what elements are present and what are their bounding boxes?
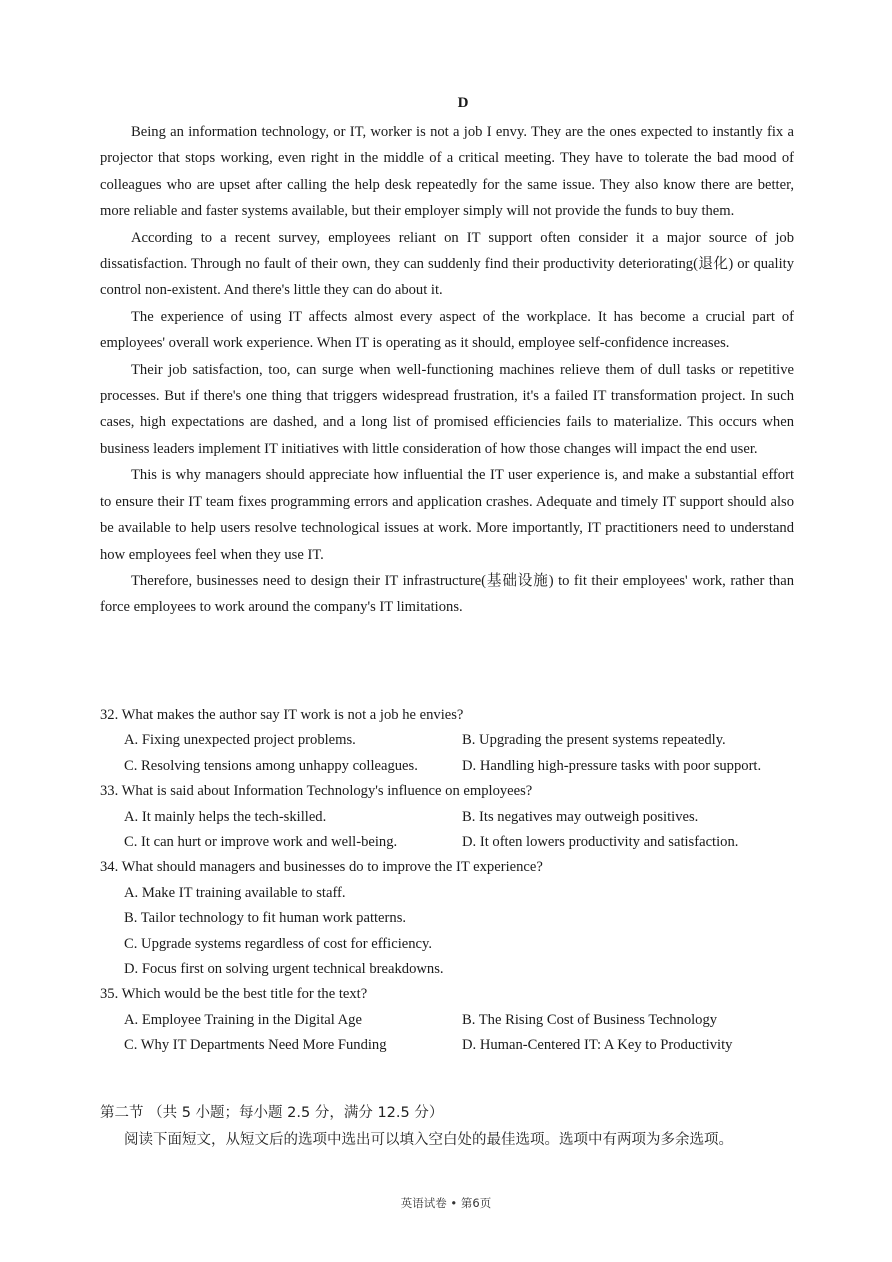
passage-section-letter: D (457, 95, 469, 111)
question-list (100, 703, 800, 1059)
section-two (100, 1100, 820, 1154)
option-a: A. It mainly helps the tech-skilled. (124, 808, 327, 825)
passage-paragraph: Their job satisfaction, too, can surge when well-functioning machines relieve them of dull tasks or repetitive processes. But if there's one thing that triggers widespread frustration, it's a failed IT transformation project. In such cases, high expectations are dashed, and a long list of promised efficiencies fails to materialize. This occurs when business leaders implement IT initiatives with little consideration of how those changes will impact the end user. (100, 361, 794, 457)
option-d: D. Human-Centered IT: A Key to Productivity (462, 1037, 733, 1054)
question-stem: 33. What is said about Information Technology's influence on employees? (100, 783, 533, 800)
question-stem: 35. Which would be the best title for the text? (100, 986, 368, 1003)
passage-paragraph: Therefore, businesses need to design their IT infrastructure(基础设施) to fit their employees' work, rather than force employees to work around the company's IT limitations. (100, 572, 794, 616)
option-b: B. Upgrading the present systems repeatedly. (462, 732, 726, 749)
passage-paragraph: This is why managers should appreciate how influential the IT user experience is, and make a substantial effort to ensure their IT team fixes programming errors and application crashes. Adequate and timely IT support should also be available to help users resolve technological issues at work. More importantly, IT practitioners need to understand how employees feel when they use IT. (100, 467, 794, 563)
option-c: C. Upgrade systems regardless of cost for efficiency. (124, 935, 432, 952)
question-stem: 32. What makes the author say IT work is not a job he envies? (100, 707, 464, 723)
option-row (100, 805, 800, 830)
section-two-heading: 第二节 （共 5 小题；每小题 2.5 分，满分 12.5 分） (100, 1105, 444, 1121)
option-b: B. Its negatives may outweigh positives. (462, 808, 699, 825)
section-two-instruction: 阅读下面短文，从短文后的选项中选出可以填入空白处的最佳选项。选项中有两项为多余选项。 (124, 1132, 733, 1148)
option-row (100, 1033, 800, 1058)
option-row (100, 830, 800, 855)
option-d: D. Handling high-pressure tasks with poor support. (462, 757, 762, 774)
option-a: A. Fixing unexpected project problems. (124, 732, 356, 749)
option-row (100, 1008, 800, 1033)
option-d: D. It often lowers productivity and satisfaction. (462, 834, 739, 851)
option-b: B. The Rising Cost of Business Technology (462, 1011, 718, 1028)
option-a: A. Make IT training available to staff. (124, 884, 346, 901)
option-b: B. Tailor technology to fit human work patterns. (124, 910, 407, 927)
option-d: D. Focus first on solving urgent technical breakdowns. (124, 961, 444, 978)
passage-paragraph: According to a recent survey, employees reliant on IT support often consider it a major source of job dissatisfaction. Through no fault of their own, they can suddenly find their productivity deteriorating(退化) or quality control non-existent. And there's little they can do about it. (100, 229, 794, 299)
option-row (100, 728, 800, 753)
option-c: C. It can hurt or improve work and well-being. (124, 834, 398, 851)
passage-paragraph: The experience of using IT affects almost every aspect of the workplace. It has become a crucial part of employees' overall work experience. When IT is operating as it should, employee self-confidence increases. (100, 308, 794, 352)
reading-passage (100, 119, 794, 621)
page-footer: 英语试卷 • 第6页 (400, 1196, 492, 1210)
option-row (100, 754, 800, 779)
option-c: C. Why IT Departments Need More Funding (124, 1037, 387, 1054)
question-stem: 34. What should managers and businesses do to improve the IT experience? (100, 859, 543, 876)
option-a: A. Employee Training in the Digital Age (124, 1011, 362, 1028)
option-c: C. Resolving tensions among unhappy colleagues. (124, 757, 418, 774)
passage-paragraph: Being an information technology, or IT, worker is not a job I envy. They are the ones expected to instantly fix a projector that stops working, even right in the middle of a critical meeting. They have to tolerate the bad mood of colleagues who are upset after calling the help desk repeatedly for the same issue. They also know there are better, more reliable and faster systems available, but their employer simply will not provide the funds to buy them. (100, 124, 794, 220)
